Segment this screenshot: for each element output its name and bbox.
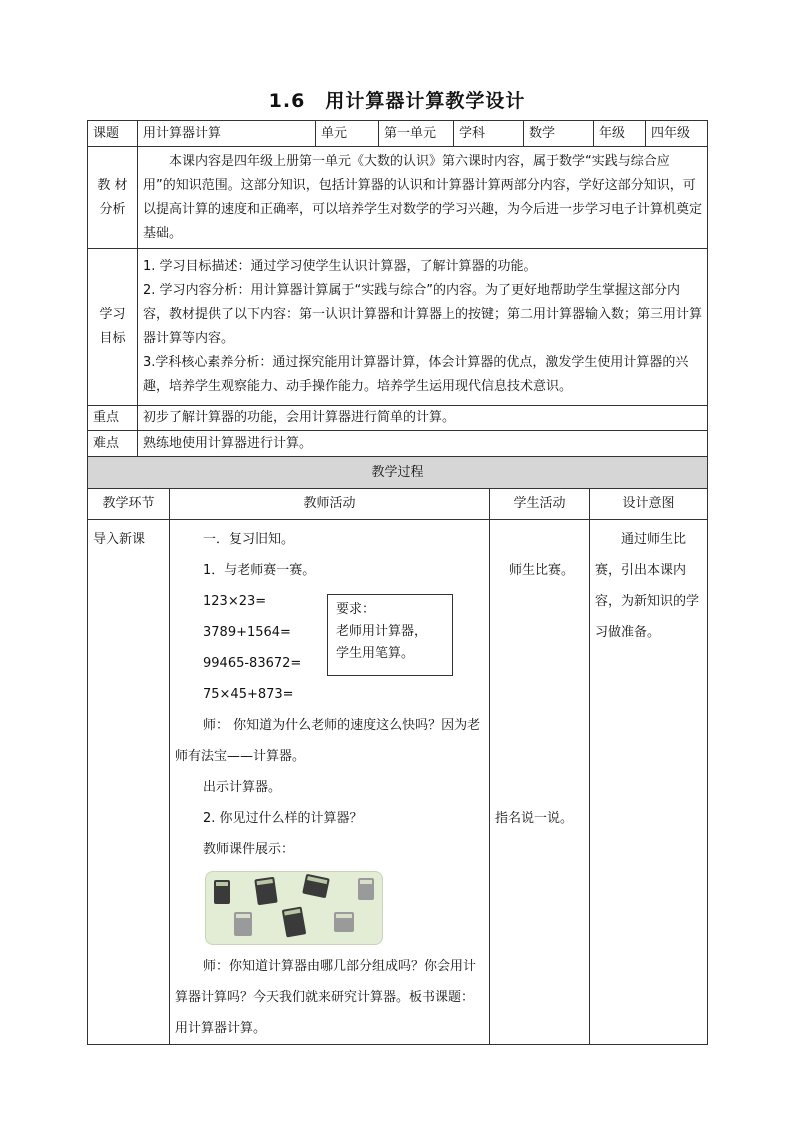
col-intent: 设计意图 (590, 489, 708, 520)
grade-value: 四年级 (646, 121, 708, 147)
question-composition: 师：你知道计算器由哪几部分组成吗？你会用计算器计算吗？今天我们就来研究计算器。板书课题：用计算器计算。 (175, 959, 477, 1036)
grade-label: 年级 (594, 121, 646, 147)
expression-4: 75×45+873= (203, 687, 294, 702)
info-table (87, 120, 708, 457)
calculator-icon (302, 874, 330, 899)
calculator-icon (214, 880, 230, 904)
difficulty-label: 难点 (88, 431, 138, 457)
student-answer-text: 指名说一说。 (495, 811, 574, 826)
expression-1: 123×23= (203, 594, 267, 609)
difficulty-row (88, 431, 708, 457)
goals-label (88, 249, 138, 406)
key-point-row (88, 406, 708, 431)
calculator-icon (358, 878, 374, 900)
process-header: 教学过程 (88, 457, 708, 489)
design-intent-text: 通过师生比赛，引出本课内容，为新知识的学习做准备。 (595, 532, 700, 640)
topic-value: 用计算器计算 (138, 121, 316, 147)
material-content (138, 147, 708, 249)
design-intent-cell (590, 520, 708, 1045)
material-label (88, 147, 138, 249)
material-label-line2: 分析 (99, 201, 126, 217)
subject-value: 数学 (524, 121, 594, 147)
calculator-icon (254, 877, 277, 906)
col-student: 学生活动 (490, 489, 590, 520)
process-header-row (88, 457, 708, 489)
goal-item-3: 3.学科核心素养分析：通过探究能用计算器计算，体会计算器的优点，激发学生使用计算器的兴趣，培养学生观察能力、动手操作能力。培养学生运用现代信息技术意识。 (143, 355, 689, 394)
calculator-icon (282, 906, 307, 937)
key-point-text: 初步了解计算器的功能，会用计算器进行简单的计算。 (138, 406, 708, 431)
expression-2: 3789+1564= (203, 625, 291, 640)
goals-content (138, 249, 708, 406)
calculator-icon (234, 912, 252, 936)
material-row (88, 147, 708, 249)
race-text: 1．与老师赛一赛。 (203, 563, 316, 578)
student-race-text: 师生比赛。 (509, 563, 575, 578)
key-point-label: 重点 (88, 406, 138, 431)
info-row (88, 121, 708, 147)
question-seen-calculators: 2. 你见过什么样的计算器？ (203, 811, 363, 826)
goal-item-2: 2. 学习内容分析：用计算器计算属于“实践与综合”的内容。为了更好地帮助学生掌握这部分内容，教材提供了以下内容：第一认识计算器和计算器上的按键；第二用计算器输入数；第三用计算器计算等内容。 (143, 283, 703, 346)
requirement-title: 要求： (336, 602, 376, 617)
requirement-box (327, 594, 453, 676)
goal-item-1: 1. 学习目标描述：通过学习使学生认识计算器，了解计算器的功能。 (143, 259, 537, 274)
stage-label: 导入新课 (93, 532, 146, 547)
process-columns-row (88, 489, 708, 520)
material-text: 本课内容是四年级上册第一单元《大数的认识》第六课时内容，属于数学“实践与综合应用”的知识范围。这部分知识，包括计算器的认识和计算器计算两部分内容，学好这部分知识，可以提高计算的速度和正确率，可以培养学生对数学的学习兴趣，为今后进一步学习电子计算机奠定基础。 (143, 153, 703, 241)
courseware-text: 教师课件展示： (203, 842, 295, 857)
material-label-line1: 教 材 (97, 177, 128, 193)
calculators-image (205, 871, 383, 945)
student-activity-cell (490, 520, 590, 1045)
requirement-line2: 学生用笔算。 (336, 646, 415, 661)
goals-label-line1: 学习 (99, 307, 126, 322)
process-row-intro (88, 520, 708, 1045)
unit-value: 第一单元 (379, 121, 454, 147)
unit-label: 单元 (316, 121, 379, 147)
subject-label: 学科 (454, 121, 524, 147)
expressions-block (175, 586, 484, 710)
teacher-activity-cell (170, 520, 490, 1045)
stage-cell (88, 520, 170, 1045)
topic-label: 课题 (88, 121, 138, 147)
review-text: 一．复习旧知。 (203, 532, 295, 547)
question-why-fast: 师： 你知道为什么老师的速度这么快吗？因为老师有法宝——计算器。 (175, 718, 481, 764)
show-calculator-text: 出示计算器。 (203, 780, 282, 795)
col-teacher: 教师活动 (170, 489, 490, 520)
page-title: 1.6 用计算器计算教学设计 (268, 90, 526, 112)
process-table (87, 456, 708, 1045)
requirement-line1: 老师用计算器， (336, 624, 428, 639)
col-stage: 教学环节 (88, 489, 170, 520)
expression-3: 99465-83672= (203, 656, 302, 671)
difficulty-text: 熟练地使用计算器进行计算。 (138, 431, 708, 457)
goals-label-line2: 目标 (99, 331, 126, 346)
goals-row (88, 249, 708, 406)
calculator-icon (334, 912, 354, 932)
